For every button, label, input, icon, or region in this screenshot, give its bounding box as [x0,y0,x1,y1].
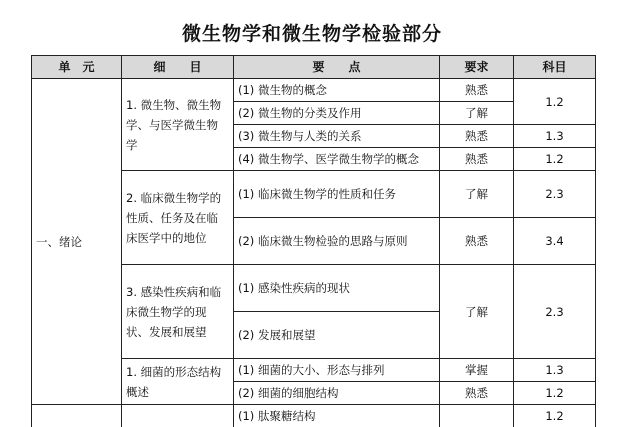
header-requirement: 要求 [440,56,514,79]
requirement-cell: 了解 [440,265,514,359]
point-cell: (1) 感染性疾病的现状 [234,265,440,312]
requirement-cell: 了解 [440,171,514,218]
subject-cell: 3.4 [514,218,596,265]
page-title: 微生物学和微生物学检验部分 [0,19,624,46]
unit-cell: 一、绪论 [32,79,122,405]
requirement-cell: 熟悉 [440,125,514,148]
point-cell: (3) 微生物与人类的关系 [234,125,440,148]
detail-cell: 2. 临床微生物学的性质、任务及在临床医学中的地位 [122,171,234,265]
detail-cell: 1. 细菌的形态结构概述 [122,359,234,405]
requirement-cell: 掌握 [440,359,514,382]
point-cell: (1) 微生物的概念 [234,79,440,102]
detail-cell: 3. 感染性疾病和临床微生物学的现状、发展和展望 [122,265,234,359]
table-header-row [32,56,596,79]
requirement-cell: 熟悉 [440,148,514,171]
point-cell: (4) 微生物学、医学微生物学的概念 [234,148,440,171]
requirement-cell: 熟悉 [440,218,514,265]
header-point: 要 点 [234,56,440,79]
point-cell: (2) 临床微生物检验的思路与原则 [234,218,440,265]
header-subject: 科目 [514,56,596,79]
subject-cell: 1.2 [514,382,596,405]
requirement-cell [440,405,514,427]
table-row [32,405,596,427]
requirement-cell: 熟悉 [440,382,514,405]
requirement-cell: 了解 [440,102,514,125]
subject-cell: 1.3 [514,125,596,148]
point-cell: (2) 细菌的细胞结构 [234,382,440,405]
requirement-cell: 熟悉 [440,79,514,102]
header-detail: 细 目 [122,56,234,79]
detail-cell [122,405,234,427]
subject-cell: 2.3 [514,265,596,359]
point-cell: (1) 肽聚糖结构 [234,405,440,427]
point-cell: (1) 临床微生物学的性质和任务 [234,171,440,218]
point-cell: (2) 微生物的分类及作用 [234,102,440,125]
point-cell: (2) 发展和展望 [234,312,440,359]
subject-cell: 1.2 [514,148,596,171]
subject-cell: 1.2 [514,79,596,125]
syllabus-table [31,55,596,427]
header-unit: 单 元 [32,56,122,79]
subject-cell: 2.3 [514,171,596,218]
unit-cell [32,405,122,427]
detail-cell: 1. 微生物、微生物学、与医学微生物学 [122,79,234,171]
subject-cell: 1.2 [514,405,596,427]
table-row [32,79,596,102]
subject-cell: 1.3 [514,359,596,382]
point-cell: (1) 细菌的大小、形态与排列 [234,359,440,382]
